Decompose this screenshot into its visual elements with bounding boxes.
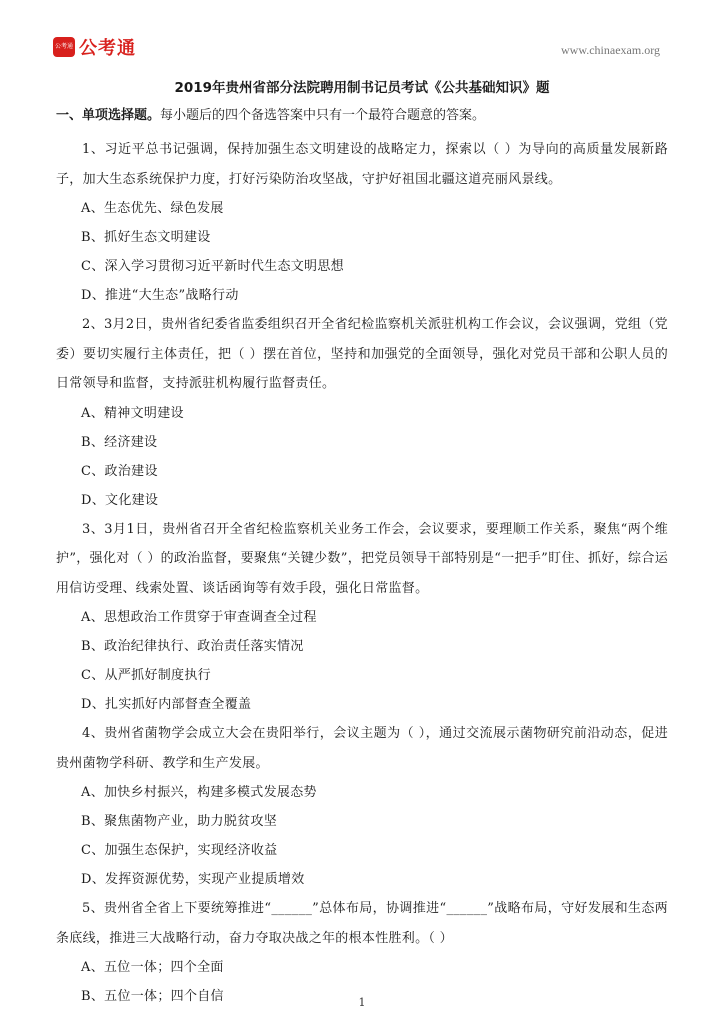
answer-option: B、聚焦菌物产业，助力脱贫攻坚 (81, 814, 278, 829)
answer-option: A、五位一体；四个全面 (81, 960, 224, 975)
question-block (56, 515, 668, 720)
answer-option: D、推进“大生态”战略行动 (81, 288, 239, 303)
answer-option: A、加快乡村振兴，构建多模式发展态势 (81, 785, 317, 800)
answer-option: D、文化建设 (81, 492, 159, 508)
question-stem: 2、3月2日，贵州省纪委省监委组织召开全省纪检监察机关派驻机构工作会议，会议强调，党组（党委）要切实履行主体责任，把（ ）摆在首位，坚持和加强党的全面领导，强化对党员干部和公职人员的日常领导和监督，支持派驻机构履行监督责任。 (56, 317, 668, 391)
answer-option: C、深入学习贯彻习近平新时代生态文明思想 (81, 259, 344, 274)
section-instruction: 每小题后的四个备选答案中只有一个最符合题意的答案。 (160, 108, 486, 123)
page-title: 2019年贵州省部分法院聘用制书记员考试《公共基础知识》题 (174, 80, 550, 96)
page-number: 1 (358, 996, 366, 1009)
question-stem: 1、习近平总书记强调，保持加强生态文明建设的战略定力，探索以（ ）为导向的高质量发展新路子，加大生态系统保护力度，打好污染防治攻坚战，守护好祖国北疆这道亮丽风景线。 (56, 142, 668, 187)
question-block (56, 894, 668, 1011)
page-header (0, 0, 724, 70)
answer-option: D、扎实抓好内部督查全覆盖 (81, 697, 252, 712)
answer-option: B、政治纪律执行、政治责任落实情况 (81, 639, 304, 654)
document-body (56, 78, 668, 1011)
answer-option: B、抓好生态文明建设 (81, 230, 211, 245)
answer-option: A、思想政治工作贯穿于审查调查全过程 (81, 610, 317, 625)
question-stem: 3、3月1日，贵州省召开全省纪检监察机关业务工作会，会议要求，要理顺工作关系，聚焦“两个维护”，强化对（ ）的政治监督，要聚焦“关键少数”，把党员领导干部特别是“一把手”盯住、抓好，综合运用信访受理、线索处置、谈话函询等有效手段，强化日常监督。 (56, 521, 668, 596)
brand-logo (53, 34, 136, 60)
answer-option: D、发挥资源优势，实现产业提质增效 (81, 872, 305, 887)
question-stem: 5、贵州省全省上下要统筹推进“______”总体布局，协调推进“______”战略布局，守好发展和生态两条底线，推进三大战略行动，奋力夺取决战之年的根本性胜利。（ ） (56, 901, 668, 946)
question-block (56, 135, 668, 310)
question-block (56, 719, 668, 894)
question-stem: 4、贵州省菌物学会成立大会在贵阳举行，会议主题为（ ），通过交流展示菌物研究前沿动态，促进贵州菌物学科研、教学和生产发展。 (56, 726, 668, 771)
question-list (56, 135, 668, 1011)
logo-text: 公考通 (79, 38, 136, 59)
answer-option: C、政治建设 (81, 463, 158, 479)
answer-option: A、精神文明建设 (81, 405, 184, 421)
site-url: www.chinaexam.org (561, 43, 660, 57)
answer-option: A、生态优先、绿色发展 (81, 201, 224, 216)
answer-option: C、加强生态保护，实现经济收益 (81, 843, 278, 858)
answer-option: B、五位一体；四个自信 (81, 989, 224, 1004)
section-title: 一、单项选择题。 (56, 108, 161, 123)
logo-badge-icon: 公考通 (53, 37, 75, 57)
section-heading (56, 106, 668, 126)
question-block (56, 310, 668, 515)
answer-option: C、从严抓好制度执行 (81, 668, 211, 683)
answer-option: B、经济建设 (81, 434, 158, 450)
